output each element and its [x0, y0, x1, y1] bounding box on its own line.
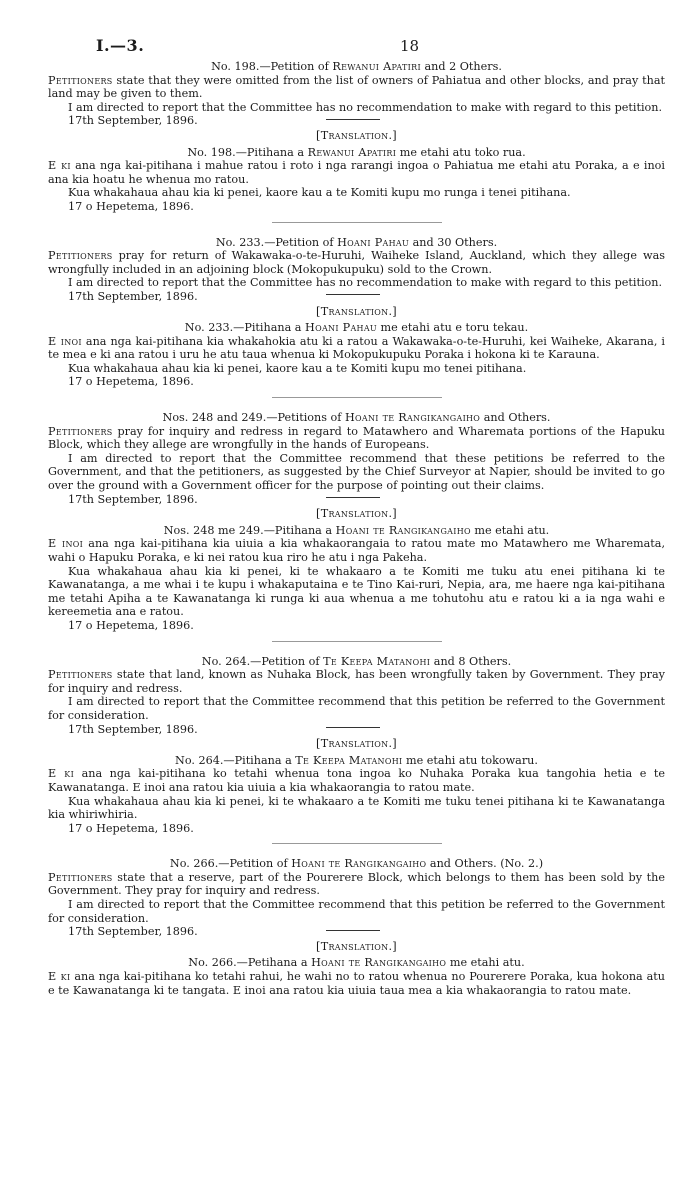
committee-report: I am directed to report that the Committee has no recommendation to make with regard to this petition.: [68, 276, 663, 290]
section-divider: [272, 222, 442, 223]
petition-section: [48, 655, 665, 845]
petition-summary: Petitioners state that land, known as Nuhaka Block, has been wrongfully taken by Government. They pray for inquiry and redress.: [48, 668, 665, 695]
translation-label: [Translation.]: [316, 939, 397, 953]
petition-heading: Nos. 248 and 249.—Petitions of Hoani te Rangikangaiho and Others.: [162, 411, 551, 425]
petition-summary: Petitioners state that they were omitted from the list of owners of Pahiatua and other blocks, and pray that land may be given to them.: [48, 73, 665, 101]
petition-summary: Petitioners pray for return of Wakawaka-o-te-Huruhi, Waiheke Island, Auckland, which they allege was wrongfully included in an adjoining block (Mokopukupuku) sold to the Crown.: [48, 249, 665, 276]
report-date: 17th September, 1896.: [68, 722, 198, 736]
translation-summary: E inoi ana nga kai-pitihana kia uiuia a kia whakaorangaia to ratou mate mo Matawhero me Wharemata, wahi o Hapuku Poraka, e ki nei ratou kua riro he atu i nga Pakeha.: [48, 537, 666, 564]
report-date: 17th September, 1896.: [68, 925, 198, 939]
translation-heading: No. 266.—Petihana a Hoani te Rangikangaiho me etahi atu.: [188, 956, 525, 970]
report-date: 17th September, 1896.: [68, 114, 198, 128]
report-date: 17th September, 1896.: [68, 492, 198, 506]
short-rule: [326, 727, 380, 728]
petition-section: [48, 857, 665, 997]
committee-report: I am directed to report that the Committee recommend that these petitions be referred to the Government, and that the petitioners, as suggested by the Chief Surveyor at Napier, should be invited to go over the ground with a Government officer for the purpose of pointing out their claims.: [48, 451, 665, 493]
translation-summary: E ki ana nga kai-pitihana ko tetahi whenua tona ingoa ko Nuhaka Poraka kua tangohia hetia e te Kawanatanga. E inoi ana ratou kia uiuia a kia whakaorangia to ratou mate.: [48, 767, 665, 794]
translation-heading: No. 264.—Pitihana a Te Keepa Matanohi me etahi atu tokowaru.: [175, 753, 538, 767]
translation-report: Kua whakahaua ahau kia ki penei, kaore kau a te Komiti kupu mo tenei pitihana.: [68, 361, 527, 375]
translation-heading: No. 233.—Pitihana a Hoani Pahau me etahi atu e toru tekau.: [184, 321, 529, 335]
running-header: [48, 0, 665, 60]
petition-heading: No. 264.—Petition of Te Keepa Matanohi and 8 Others.: [201, 654, 512, 668]
petition-heading: No. 198.—Petition of Rewanui Apatiri and 2 Others.: [211, 60, 502, 73]
petition-summary: Petitioners pray for inquiry and redress in regard to Matawhero and Wharemata portions of the Hapuku Block, which they allege are wrongfully in the hands of Europeans.: [48, 424, 665, 452]
translation-report: Kua whakahaua ahau kia ki penei, kaore kau a te Komiti kupu mo runga i tenei pitihana.: [68, 186, 571, 200]
section-divider: [272, 641, 442, 642]
section-divider: [272, 843, 442, 844]
document-body: [48, 60, 665, 997]
translation-summary: E inoi ana nga kai-pitihana kia whakahokia atu ki a ratou a Wakawaka-o-te-Huruhi, kei Waiheke, Akarana, i te mea e ki ana ratou i uru he atu taua whenua ki Mokopukupuku Poraka i hokona ki te Karauna.: [48, 334, 666, 362]
translation-label: [Translation.]: [316, 507, 397, 521]
petition-section: [48, 411, 665, 642]
page-number: 18: [400, 37, 420, 55]
translation-date: 17 o Hepetema, 1896.: [68, 199, 194, 213]
translation-summary: E ki ana nga kai-pitihana ko tetahi rahui, he wahi no to ratou whenua no Pourerere Poraka, kua hokona atu e te Kawanatanga ki te tangata. E inoi ana ratou kia uiuia taua mea a kia whakaorangia to ratou mate.: [48, 970, 665, 997]
short-rule: [326, 294, 380, 295]
petition-heading: No. 266.—Petition of Hoani te Rangikangaiho and Others. (No. 2.): [169, 857, 544, 871]
paper-reference: I.—3.: [96, 36, 145, 55]
translation-report: Kua whakahaua ahau kia ki penei, ki te whakaaro a te Komiti me tuku tenei pitihana ki te Kawanatanga kia whiriwhiria.: [48, 794, 665, 822]
translation-heading: No. 198.—Pitihana a Rewanui Apatiri me etahi atu toko rua.: [187, 145, 526, 159]
translation-date: 17 o Hepetema, 1896.: [68, 821, 194, 835]
petition-heading: No. 233.—Petition of Hoani Pahau and 30 Others.: [215, 235, 498, 249]
translation-heading: Nos. 248 me 249.—Pitihana a Hoani te Rangikangaiho me etahi atu.: [163, 523, 550, 537]
petition-section: [48, 236, 665, 399]
translation-label: [Translation.]: [316, 737, 397, 751]
committee-report: I am directed to report that the Committee has no recommendation to make with regard to this petition.: [68, 100, 663, 114]
section-divider: [272, 397, 442, 398]
translation-report: Kua whakahaua ahau kia ki penei, ki te whakaaro a te Komiti me tuku atu enei pitihana ki te Kawanatanga, a me whai i te kupu i whakaputaina e te Tino Kai-ruri, Nepia, ara, me haere nga kai-pitihana me tetahi Apiha a te Kawanatanga ki runga ki aua whenua a me tohutohu atu e ratou ki a ia nga wahi e kereemetia ana e ratou.: [48, 564, 665, 619]
short-rule: [326, 930, 380, 931]
short-rule: [326, 497, 380, 498]
petition-section: [48, 60, 665, 223]
translation-label: [Translation.]: [316, 128, 397, 142]
translation-date: 17 o Hepetema, 1896.: [68, 618, 194, 632]
short-rule: [326, 119, 380, 120]
petition-summary: Petitioners state that a reserve, part of the Pourerere Block, which belongs to them has been sold by the Government. They pray for inquiry and redress.: [48, 870, 665, 898]
translation-summary: E ki ana nga kai-pitihana i mahue ratou i roto i nga rarangi ingoa o Pahiatua me etahi atu Poraka, a e inoi ana kia hoatu he whenua mo ratou.: [48, 159, 665, 186]
committee-report: I am directed to report that the Committee recommend that this petition be referred to the Government for consideration.: [48, 695, 665, 722]
translation-label: [Translation.]: [316, 304, 397, 318]
committee-report: I am directed to report that the Committee recommend that this petition be referred to the Government for consideration.: [48, 898, 665, 925]
translation-date: 17 o Hepetema, 1896.: [68, 375, 194, 389]
report-date: 17th September, 1896.: [68, 289, 198, 303]
